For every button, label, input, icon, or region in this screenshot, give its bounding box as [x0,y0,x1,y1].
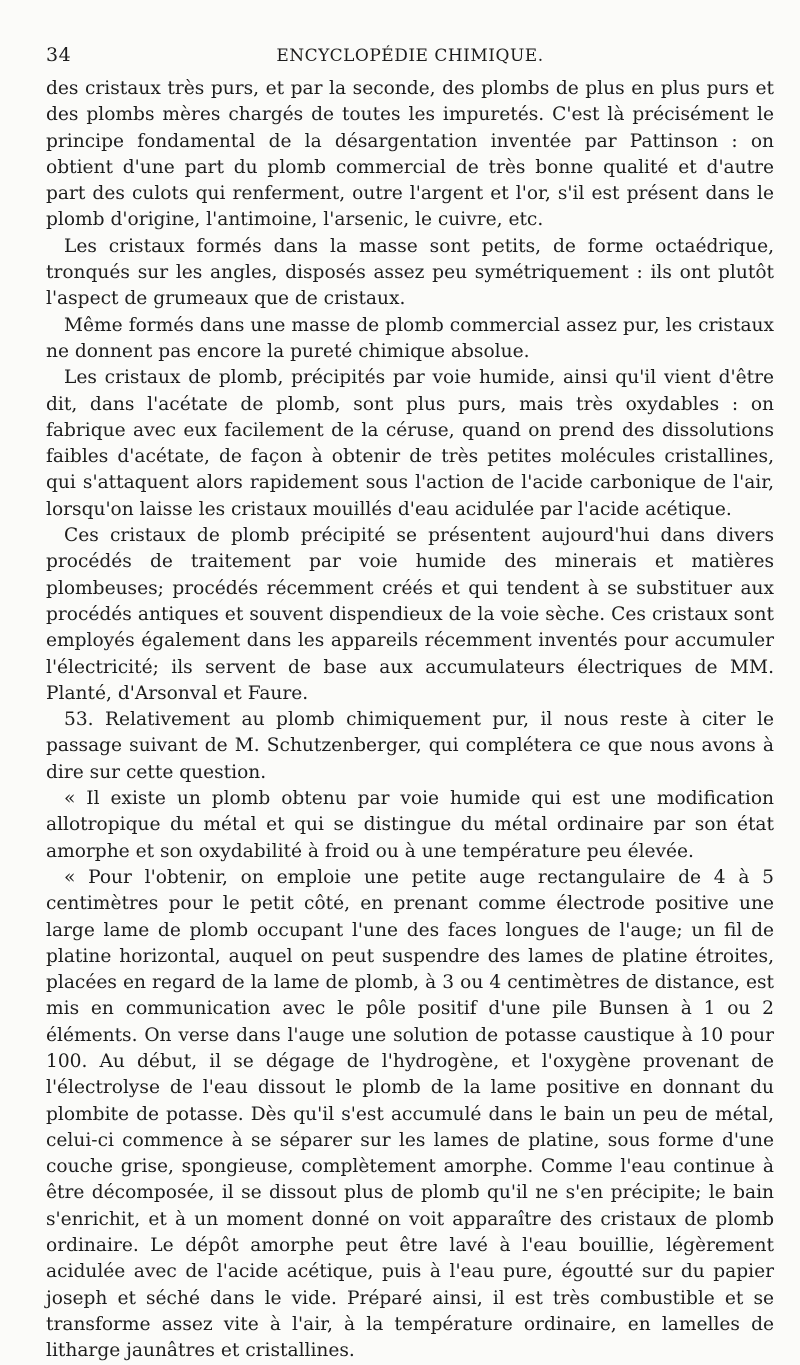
page-header [46,44,774,74]
paragraph: Ces cristaux de plomb précipité se présentent aujourd'hui dans divers procédés de traitement par voie humide des minerais et matières plombeuses; procédés récemment créés et qui tendent à se substituer aux procédés antiques et souvent dispendieux de la voie sèche. Ces cristaux sont employés également dans les appareils récemment inventés pour accumuler l'électricité; ils servent de base aux accumulateurs électriques de MM. Planté, d'Arsonval et Faure. [46,525,774,704]
paragraph: « Pour l'obtenir, on emploie une petite auge rectangulaire de 4 à 5 centimètres pour le petit côté, en prenant comme électrode positive une large lame de plomb occupant l'une des faces longues de l'auge; un fil de platine horizontal, auquel on peut suspendre des lames de platine étroites, placées en regard de la lame de plomb, à 3 ou 4 centimètres de distance, est mis en communication avec le pôle positif d'une pile Bunsen à 1 ou 2 éléments. On verse dans l'auge une solution de potasse caustique à 10 pour 100. Au début, il se dégage de l'hydrogène, et l'oxygène provenant de l'électrolyse de l'eau dissout le plomb de la lame positive en donnant du plombite de potasse. Dès qu'il s'est accumulé dans le bain un peu de métal, celui-ci commence à se séparer sur les lames de platine, sous forme d'une couche grise, spongieuse, complètement amorphe. Comme l'eau continue à être décomposée, il se dissout plus de plomb qu'il ne s'en précipite; le bain s'enrichit, et à un moment donné on voit apparaître des cristaux de plomb ordinaire. Le dépôt amorphe peut être lavé à l'eau bouillie, légèrement acidulée avec de l'acide acétique, puis à l'eau pure, égoutté sur du papier joseph et séché dans le vide. Préparé ainsi, il est très combustible et se transforme assez vite à l'air, à la température ordinaire, en lamelles de litharge jaunâtres et cristallines. [46,866,774,1362]
paragraph: « Il existe un plomb obtenu par voie humide qui est une modification allotropique du métal et qui se distingue du métal ordinaire par son état amorphe et son oxydabilité à froid ou à une température peu élevée. [46,788,774,862]
paragraph-text: Relativement au plomb chimiquement pur, il nous reste à citer le passage suivant de M. Schutzenberger, qui complétera ce que nous avons à dire sur cette question. [46,709,774,783]
body-text [46,76,774,1365]
paragraph: Les cristaux formés dans la masse sont petits, de forme octaédrique, tronqués sur les angles, disposés assez peu symétriquement : ils ont plutôt l'aspect de grumeaux que de cristaux. [46,235,774,310]
paragraph: des cristaux très purs, et par la seconde, des plombs de plus en plus purs et des plombs mères chargés de toutes les impuretés. C'est là précisément le principe fondamental de la désargentation inventée par Pattinson : on obtient d'une part du plomb commercial de très bonne qualité et d'autre part des culots qui renferment, outre l'argent et l'or, s'il est présent dans le plomb d'origine, l'antimoine, l'arsenic, le cuivre, etc. [46,78,774,231]
page-number: 34 [46,44,72,66]
running-head: ENCYCLOPÉDIE CHIMIQUE. [276,46,544,66]
paragraph-53 [46,707,774,786]
section-number: 53. [64,709,94,731]
paragraph: Même formés dans une masse de plomb commercial assez pur, les cristaux ne donnent pas encore la pureté chimique absolue. [46,314,774,362]
paragraph: Les cristaux de plomb, précipités par voie humide, ainsi qu'il vient d'être dit, dans l'acétate de plomb, sont plus purs, mais très oxydables : on fabrique avec eux facilement de la céruse, quand on prend des dissolutions faibles d'acétate, de façon à obtenir de très petites molécules cristallines, qui s'attaquent alors rapidement sous l'action de l'acide carbonique de l'air, lorsqu'on laisse les cristaux mouillés d'eau acidulée par l'acide acétique. [46,367,774,520]
